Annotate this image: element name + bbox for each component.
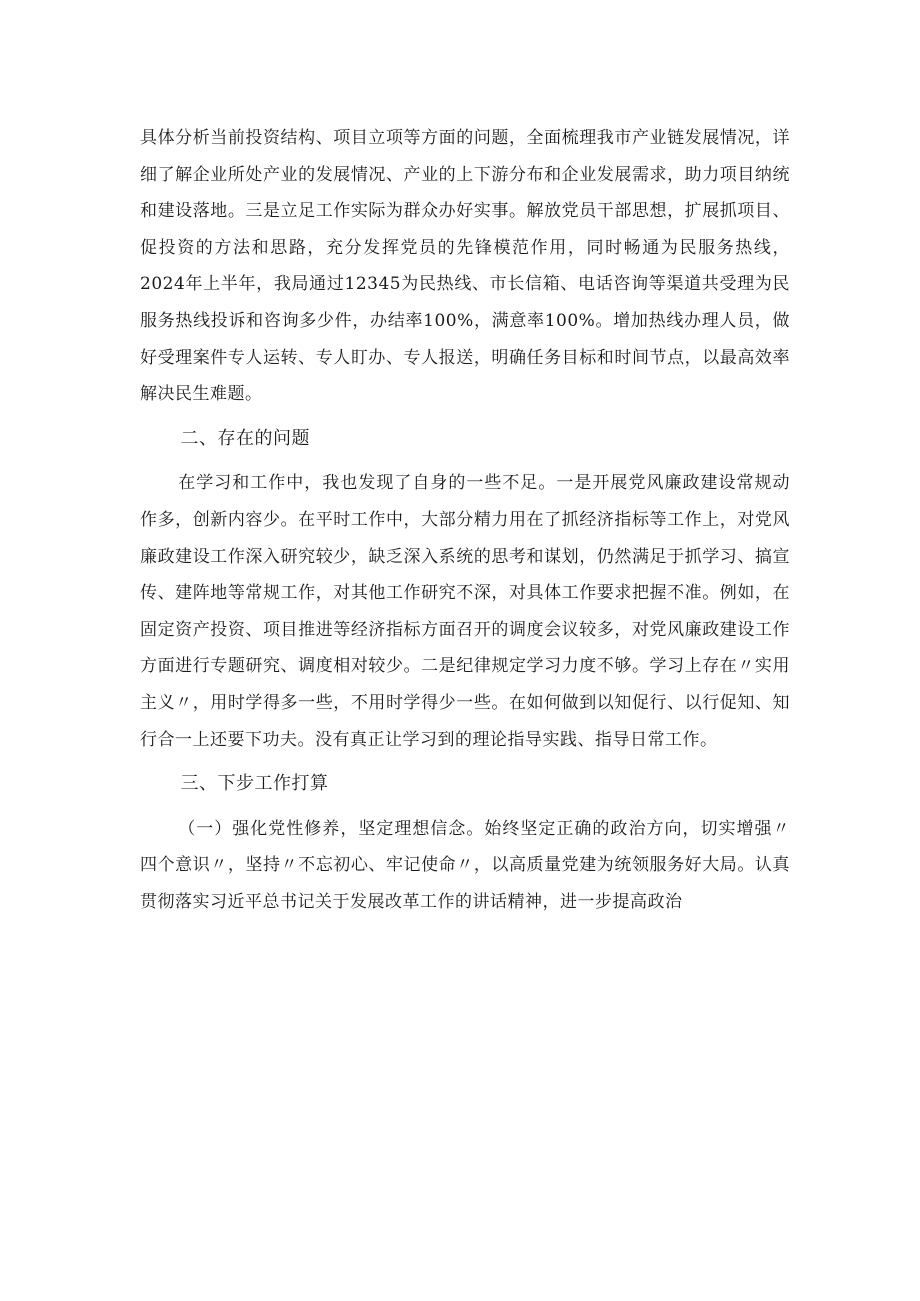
body-paragraph-problems: 在学习和工作中，我也发现了自身的一些不足。一是开展党风廉政建设常规动作多，创新内容少。在平时工作中，大部分精力用在了抓经济指标等工作上，对党风廉政建设工作深入研究较少，缺乏深入系统的思考和谋划，仍然满足于抓学习、搞宣传、建阵地等常规工作，对其他工作研究不深，对具体工作要求把握不准。例如，在固定资产投资、项目推进等经济指标方面召开的调度会议较多，对党风廉政建设工作方面进行专题研究、调度相对较少。二是纪律规定学习力度不够。学习上存在〃实用主义〃，用时学得多一些，不用时学得少一些。在如何做到以知促行、以行促知、知行合一上还要下功夫。没有真正让学习到的理论指导实践、指导日常工作。 [140, 473, 790, 750]
document-body [140, 120, 790, 920]
body-paragraph-next-steps: （一）强化党性修养，坚定理想信念。始终坚定正确的政治方向，切实增强〃四个意识〃，坚持〃不忘初心、牢记使命〃，以高质量党建为统领服务好大局。认真贯彻落实习近平总书记关于发展改革工作的讲话精神，进一步提高政治 [140, 818, 790, 912]
section-heading-next-steps: 三、下步工作打算 [180, 773, 329, 795]
body-paragraph-continued: 具体分析当前投资结构、项目立项等方面的问题，全面梳理我市产业链发展情况，详细了解企业所处产业的发展情况、产业的上下游分布和企业发展需求，助力项目纳统和建设落地。三是立足工作实际为群众办好实事。解放党员干部思想，扩展抓项目、促投资的方法和思路，充分发挥党员的先锋模范作用，同时畅通为民服务热线，2024年上半年，我局通过12345为民热线、市长信箱、电话咨询等渠道共受理为民服务热线投诉和咨询多少件，办结率100%，满意率100%。增加热线办理人员，做好受理案件专人运转、专人盯办、专人报送，明确任务目标和时间节点，以最高效率解决民生难题。 [140, 128, 790, 405]
section-heading-problems: 二、存在的问题 [180, 427, 310, 449]
